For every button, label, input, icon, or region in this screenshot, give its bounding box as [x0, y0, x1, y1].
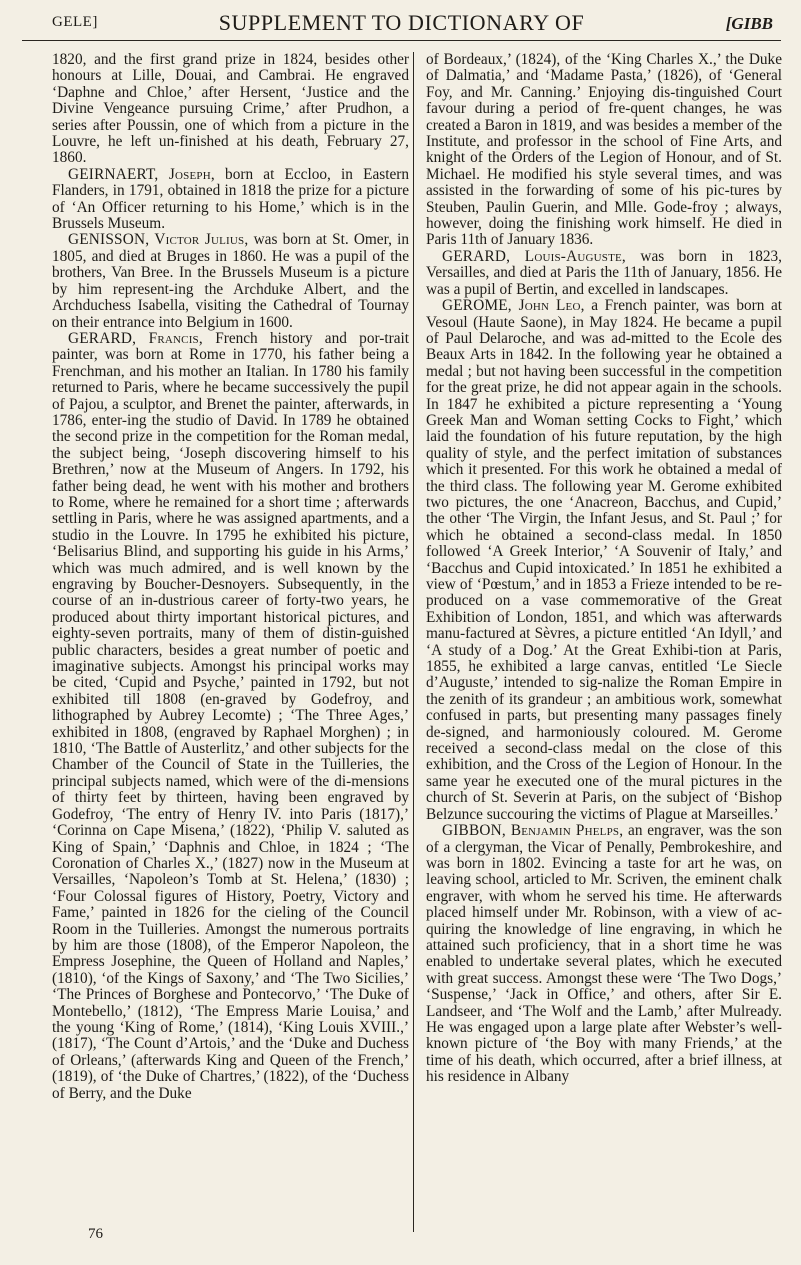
header-right-keyword: [GIBB — [725, 14, 773, 33]
column-divider — [413, 52, 414, 1232]
entry-body: a French painter, was born at Vesoul (Haute Saone), in May 1824. He became a pupil of Paul Delaroche, and was ad-mitted to the Ecole des Beaux Arts in 1842. In the following year he obtained a medal ; but not having been successful in the competition for the great prize, he did not appear again in the schools. In 1847 he exhibited a picture representing a ‘Young Greek Man and Woman setting Cocks to Fight,’ which laid the foundation of his future reputation, by the high quality of style, and the perfect imitation of substances which it presented. For this work he obtained a medal of the third class. The following year M. Gerome exhibited two pictures, the one ‘Anacreon, Bacchus, and Cupid,’ the other ‘The Virgin, the Infant Jesus, and St. Paul ;’ for which he obtained a second-class medal. In 1850 followed ‘A Greek Interior,’ ‘A Souvenir of Italy,’ and ‘Bacchus and Cupid intoxicated.’ In 1851 he exhibited a view of ‘Pœstum,’ and in 1853 a Frieze intended to be re-produced on a vase commemorative of the Great Exhibition of London, 1851, and which was afterwards manu-factured at Sèvres, a picture entitled ‘An Idyll,’ and ‘A study of a Dog.’ At the Great Exhibi-tion at Paris, 1855, he exhibited a large canvas, entitled ‘Le Siecle d’Auguste,’ intended to sig-nalize the Roman Empire in the zenith of its grandeur ; an ambitious work, somewhat confused in parts, but presenting many passages finely de-signed, and harmoniously coloured. M. Gerome received a second-class medal on the close of this exhibition, and the Cross of the Legion of Honour. In the same year he executed one of the mural pictures in the church of St. Severin at Paris, on the subject of ‘Bishop Belzunce succouring the victims of Plague at Marseilles.’ — [426, 297, 783, 823]
entry-gibbon — [426, 823, 782, 1086]
header-title: SUPPLEMENT TO DICTIONARY OF — [218, 10, 585, 35]
entry-genisson — [52, 232, 409, 330]
entry-body: was born at St. Omer, in 1805, and died at Bruges in 1860. He was a pupil of the brothers, Van Bree. In the Brussels Museum is a picture by him represent-ing the Archduke Albert, and the Archduchess Isabella, visiting the Cathedral of Tournay on their entrance into Belgium in 1600. — [52, 231, 409, 331]
left-column — [52, 52, 409, 1102]
entry-gerome — [426, 298, 782, 823]
entry-body: born at Eccloo, in Eastern Flanders, in 1791, obtained in 1818 the prize for a picture of ‘An Officer returning to his Home,’ which is in the Brussels Museum. — [52, 165, 409, 233]
entry-heading: GEROME, John Leo, — [442, 297, 585, 315]
entry-gerard-louis — [426, 249, 782, 298]
running-header — [22, 10, 781, 41]
entry-heading: GERARD, Louis-Auguste, — [442, 247, 626, 265]
entry-heading: GEIRNAERT, Joseph, — [68, 165, 215, 183]
entry-gerard-francis — [52, 331, 409, 1102]
entry-body: an engraver, was the son of a clergyman, the Vicar of Penally, Pembrokeshire, and was born in 1802. Evincing a taste for art he was, on leaving school, articled to Mr. Scriven, the eminent chalk engraver, with whom he served his time. He afterwards placed himself under Mr. Robinson, with a view of ac-quiring the knowledge of line engraving, in which he attained such proficiency, that in a short time he was enabled to undertake several plates, which he executed with great success. Amongst these were ‘The Two Dogs,’ ‘Suspense,’ ‘Jack in Office,’ and others, after Sir E. Landseer, and ‘The Wolf and the Lamb,’ after Mulready. He was engaged upon a large plate after Webster’s well-known picture of ‘the Boy with many Friends,’ at the time of his death, which occurred, after a brief illness, at his residence in Albany — [426, 822, 783, 1086]
entry-body: French history and por-trait painter, was born at Rome in 1770, his father being a Frenchman, and his mother an Italian. In 1780 his family returned to Paris, where he became successively the pupil of Pajou, a sculptor, and Brenet the painter, afterwards, in 1786, enter-ing the studio of David. In 1789 he obtained the second prize in the competition for the Roman medal, the subject being, ‘Joseph discovering himself to his Brethren,’ now at the Museum of Angers. In 1792, his father being dead, he went with his mother and brothers to Rome, where he remained for a short time ; afterwards settling in Paris, where he was assigned apartments, and a studio in the Louvre. In 1795 he exhibited his picture, ‘Belisarius Blind, and supporting his guide in his Arms,’ which was much admired, and is well known by the engraving by Boucher-Desnoyers. Subsequently, in the course of an in-dustrious career of forty-two years, he produced about thirty important historical pictures, and eighty-seven portraits, many of them of distin-guished public characters, besides a great number of poetic and imaginative subjects. Amongst his principal works may be cited, ‘Cupid and Psyche,’ painted in 1792, but not exhibited till 1808 (en-graved by Godefroy, and lithographed by Aubrey Lecomte) ; ‘The Three Ages,’ exhibited in 1808, (engraved by Raphael Morghen) ; in 1810, ‘The Battle of Austerlitz,’ and other subjects for the Chamber of the Council of State in the Tuilleries, the principal subjects named, which were of the di-mensions of thirty feet by thirteen, having been engraved by Godefroy, ‘The entry of Henry IV. into Paris (1817),’ ‘Corinna on Cape Misena,’ (1822), ‘Philip V. saluted as King of Spain,’ ‘Daphnis and Chloe, in 1824 ; ‘The Coronation of Charles X.,’ (1827) now in the Museum at Versailles, ‘Napoleon’s Tomb at St. Helena,’ (1830) ; ‘Four Colossal figures of History, Poetry, Victory and Fame,’ painted in 1826 for the cieling of the Council Room in the Tuilleries. Amongst the numerous portraits by him are those (1808), of the Emperor Napoleon, the Empress Josephine, the Queen of Holland and Naples,’ (1810), ‘of the Kings of Saxony,’ and ‘The Two Sicilies,’ ‘The Princes of Borghese and Pontecorvo,’ ‘The Duke of Montebello,’ (1812), ‘The Empress Marie Louisa,’ and the young ‘King of Rome,’ (1814), ‘King Louis XVIII.,’ (1817), ‘The Count d’Artois,’ and the ‘Duke and Duchess of Orleans,’ (afterwards King and Queen of the French,’ (1819), of ‘the Duke of Chartres,’ (1822), of the ‘Duchess of Berry, and the Duke — [52, 329, 409, 1102]
continued-entry-text: of Bordeaux,’ (1824), of the ‘King Charles X.,’ the Duke of Dalmatia,’ and ‘Madame Pasta,’ (1826), of ‘General Foy, and Mr. Canning.’ Enjoying dis-tinguished Court favour during a period of fre-quent changes, he was created a Baron in 1819, and was besides a member of the Institute, and professor in the school of Fine Arts, and knight of the Orders of the Legion of Honour, and of St. Michael. He modified his style several times, and was assisted in the forwarding of some of his pic-tures by Steuben, Paulin Guerin, and Mlle. Gode-froy ; always, however, doing the finishing work himself. He died in Paris 11th of January 1836. — [426, 51, 782, 249]
continued-entry-text: 1820, and the first grand prize in 1824, besides other honours at Lille, Douai, and Cambrai. He engraved ‘Daphne and Chloe,’ after Hersent, ‘Justice and the Divine Vengeance pursuing Crime,’ after Prudhon, a series after Poussin, one of which from a picture in the Louvre, he left un-finished at his death, February 27, 1860. — [52, 51, 409, 167]
entry-heading: GENISSON, Victor Julius, — [68, 231, 249, 249]
right-column — [426, 52, 782, 1086]
entry-geirnaert — [52, 167, 409, 233]
entry-heading: GIBBON, Benjamin Phelps, — [442, 822, 624, 840]
entry-body: was born in 1823, Versailles, and died at Paris the 11th of January, 1856. He was a pupil of Bertin, and excelled in landscapes. — [426, 247, 782, 298]
page-number: 76 — [88, 1226, 103, 1242]
header-left-keyword: GELE] — [52, 14, 98, 30]
entry-heading: GERARD, Francis, — [68, 329, 203, 347]
